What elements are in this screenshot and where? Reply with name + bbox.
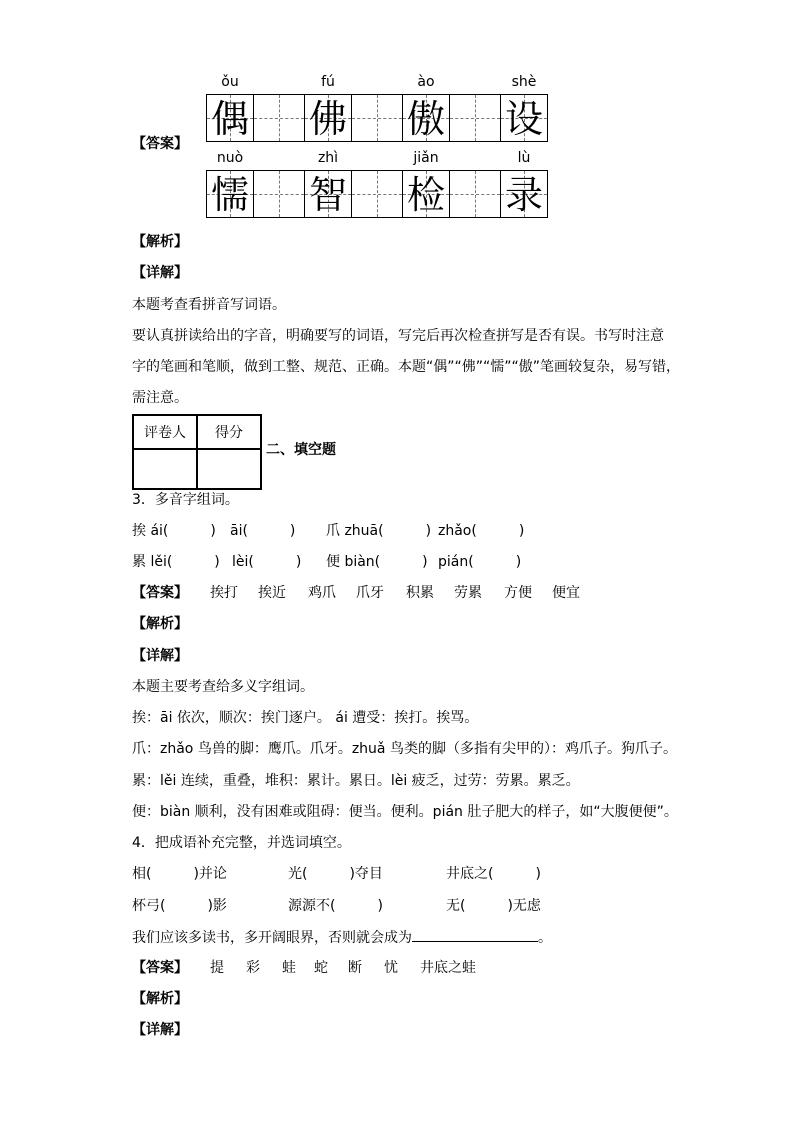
q3-detail-intro: 本题主要考查给多义字组词。 bbox=[132, 679, 314, 695]
q4-idiom: 杯弓( )影 bbox=[132, 898, 227, 914]
q2-detail-line-1: 本题考查看拼音写词语。 bbox=[132, 297, 286, 313]
q3-answer: 爪牙 bbox=[356, 585, 384, 601]
q4-sentence-text: 我们应该多读书，多开阔眼界，否则就会成为 bbox=[132, 930, 412, 946]
q3-answer: 鸡爪 bbox=[308, 585, 336, 601]
tianzi-grid-row-2 bbox=[206, 170, 548, 218]
grid-gap bbox=[254, 94, 304, 142]
q3-title: 3．多音字组词。 bbox=[132, 492, 239, 508]
grid-char: 检 bbox=[406, 173, 445, 217]
q3-item: 挨 ái( ) bbox=[132, 523, 216, 539]
q3-detail-line: 累：lěi 连续，重叠，堆积：累计。累日。lèi 疲乏，过劳：劳累。累乏。 bbox=[132, 773, 580, 789]
q4-answer: 提 bbox=[210, 960, 224, 976]
grid-char: 偶 bbox=[210, 97, 249, 141]
grid-gap bbox=[254, 170, 304, 218]
grid-char: 智 bbox=[308, 173, 347, 217]
answer-label-q3: 【答案】 bbox=[132, 585, 188, 601]
grid-gap bbox=[450, 94, 500, 142]
grid-cell bbox=[402, 170, 450, 218]
q4-sentence-end: 。 bbox=[538, 930, 552, 946]
analysis-label-q2: 【解析】 bbox=[132, 234, 188, 250]
q3-detail-line: 爪：zhǎo 鸟兽的脚：鹰爪。爪牙。zhuǎ 鸟类的脚（多指有尖甲的）：鸡爪子。狗爪子。 bbox=[132, 741, 677, 757]
q3-answer: 积累 bbox=[406, 585, 434, 601]
pinyin-5: nuò bbox=[216, 150, 244, 166]
grid-gap bbox=[450, 170, 500, 218]
grid-cell bbox=[500, 94, 548, 142]
score-table-header-grader: 评卷人 bbox=[133, 415, 197, 449]
score-table-cell-grader bbox=[133, 449, 197, 489]
q4-idiom: 源源不( ) bbox=[288, 898, 383, 914]
score-table-header-score: 得分 bbox=[197, 415, 261, 449]
detail-label-q4: 【详解】 bbox=[132, 1022, 188, 1038]
pinyin-8: lù bbox=[517, 150, 531, 166]
q2-detail-line-3: 字的笔画和笔顺，做到工整、规范、正确。本题“偶”“佛”“懦”“傲”笔画较复杂，易写错， bbox=[132, 359, 681, 375]
q2-detail-line-2: 要认真拼读给出的字音，明确要写的词语，写完后再次检查拼写是否有误。书写时注意 bbox=[132, 328, 664, 344]
pinyin-3: ào bbox=[417, 74, 435, 90]
q3-item: lèi( ) bbox=[232, 554, 302, 570]
q4-answer: 忧 bbox=[384, 960, 398, 976]
q3-answer: 劳累 bbox=[454, 585, 482, 601]
analysis-label-q3: 【解析】 bbox=[132, 616, 188, 632]
q4-answer: 断 bbox=[348, 960, 362, 976]
detail-label-q3: 【详解】 bbox=[132, 648, 188, 664]
grid-char: 傲 bbox=[406, 97, 445, 141]
score-table-cell-score bbox=[197, 449, 261, 489]
q4-answer: 井底之蛙 bbox=[420, 960, 476, 976]
q3-answer: 挨打 bbox=[210, 585, 238, 601]
q4-sentence-blank bbox=[412, 927, 538, 942]
q3-item: pián( ) bbox=[438, 554, 522, 570]
tianzi-grid-row-1 bbox=[206, 94, 548, 142]
grid-cell bbox=[304, 170, 352, 218]
q3-item: āi( ) bbox=[230, 523, 296, 539]
grid-char: 录 bbox=[504, 173, 543, 217]
answer-label-q4: 【答案】 bbox=[132, 960, 188, 976]
pinyin-1: ǒu bbox=[221, 74, 239, 90]
q2-detail-line-4: 需注意。 bbox=[132, 390, 188, 406]
q3-item: 累 lěi( ) bbox=[132, 554, 220, 570]
q3-item: 爪 zhuā( ) bbox=[326, 523, 432, 539]
grid-char: 佛 bbox=[308, 97, 347, 141]
grid-cell bbox=[206, 94, 254, 142]
q4-answer: 彩 bbox=[246, 960, 260, 976]
q3-answer: 方便 bbox=[504, 585, 532, 601]
pinyin-2: fú bbox=[321, 74, 335, 90]
grid-gap bbox=[352, 170, 402, 218]
pinyin-4: shè bbox=[511, 74, 537, 90]
q4-idiom: 相( )并论 bbox=[132, 866, 227, 882]
q3-item: zhǎo( ) bbox=[438, 523, 525, 539]
q4-title: 4．把成语补充完整，并选词填空。 bbox=[132, 835, 351, 851]
detail-label-q2: 【详解】 bbox=[132, 265, 188, 281]
q4-idiom: 光( )夺目 bbox=[288, 866, 383, 882]
grid-char: 设 bbox=[504, 97, 543, 141]
q4-answer: 蛙 bbox=[282, 960, 296, 976]
q3-detail-line: 挨：āi 依次，顺次：挨门逐户。 ái 遭受：挨打。挨骂。 bbox=[132, 710, 479, 726]
q3-detail-line: 便：biàn 顺利，没有困难或阻碍：便当。便利。pián 肚子肥大的样子，如“大腹便便”。 bbox=[132, 804, 678, 820]
score-table bbox=[132, 414, 262, 490]
q3-item: 便 biàn( ) bbox=[326, 554, 428, 570]
grid-cell bbox=[402, 94, 450, 142]
q3-answer: 挨近 bbox=[258, 585, 286, 601]
grid-gap bbox=[352, 94, 402, 142]
grid-cell bbox=[206, 170, 254, 218]
pinyin-7: jiǎn bbox=[413, 150, 439, 166]
q4-sentence bbox=[132, 927, 552, 948]
grid-char: 懦 bbox=[210, 173, 249, 217]
pinyin-6: zhì bbox=[317, 150, 339, 166]
grid-cell bbox=[500, 170, 548, 218]
section-title: 二、填空题 bbox=[266, 442, 336, 458]
grid-cell bbox=[304, 94, 352, 142]
q4-answer: 蛇 bbox=[314, 960, 328, 976]
answer-label-q2: 【答案】 bbox=[132, 136, 188, 152]
q3-answer: 便宜 bbox=[552, 585, 580, 601]
q4-idiom: 井底之( ) bbox=[446, 866, 541, 882]
analysis-label-q4: 【解析】 bbox=[132, 991, 188, 1007]
q4-idiom: 无( )无虑 bbox=[446, 898, 541, 914]
